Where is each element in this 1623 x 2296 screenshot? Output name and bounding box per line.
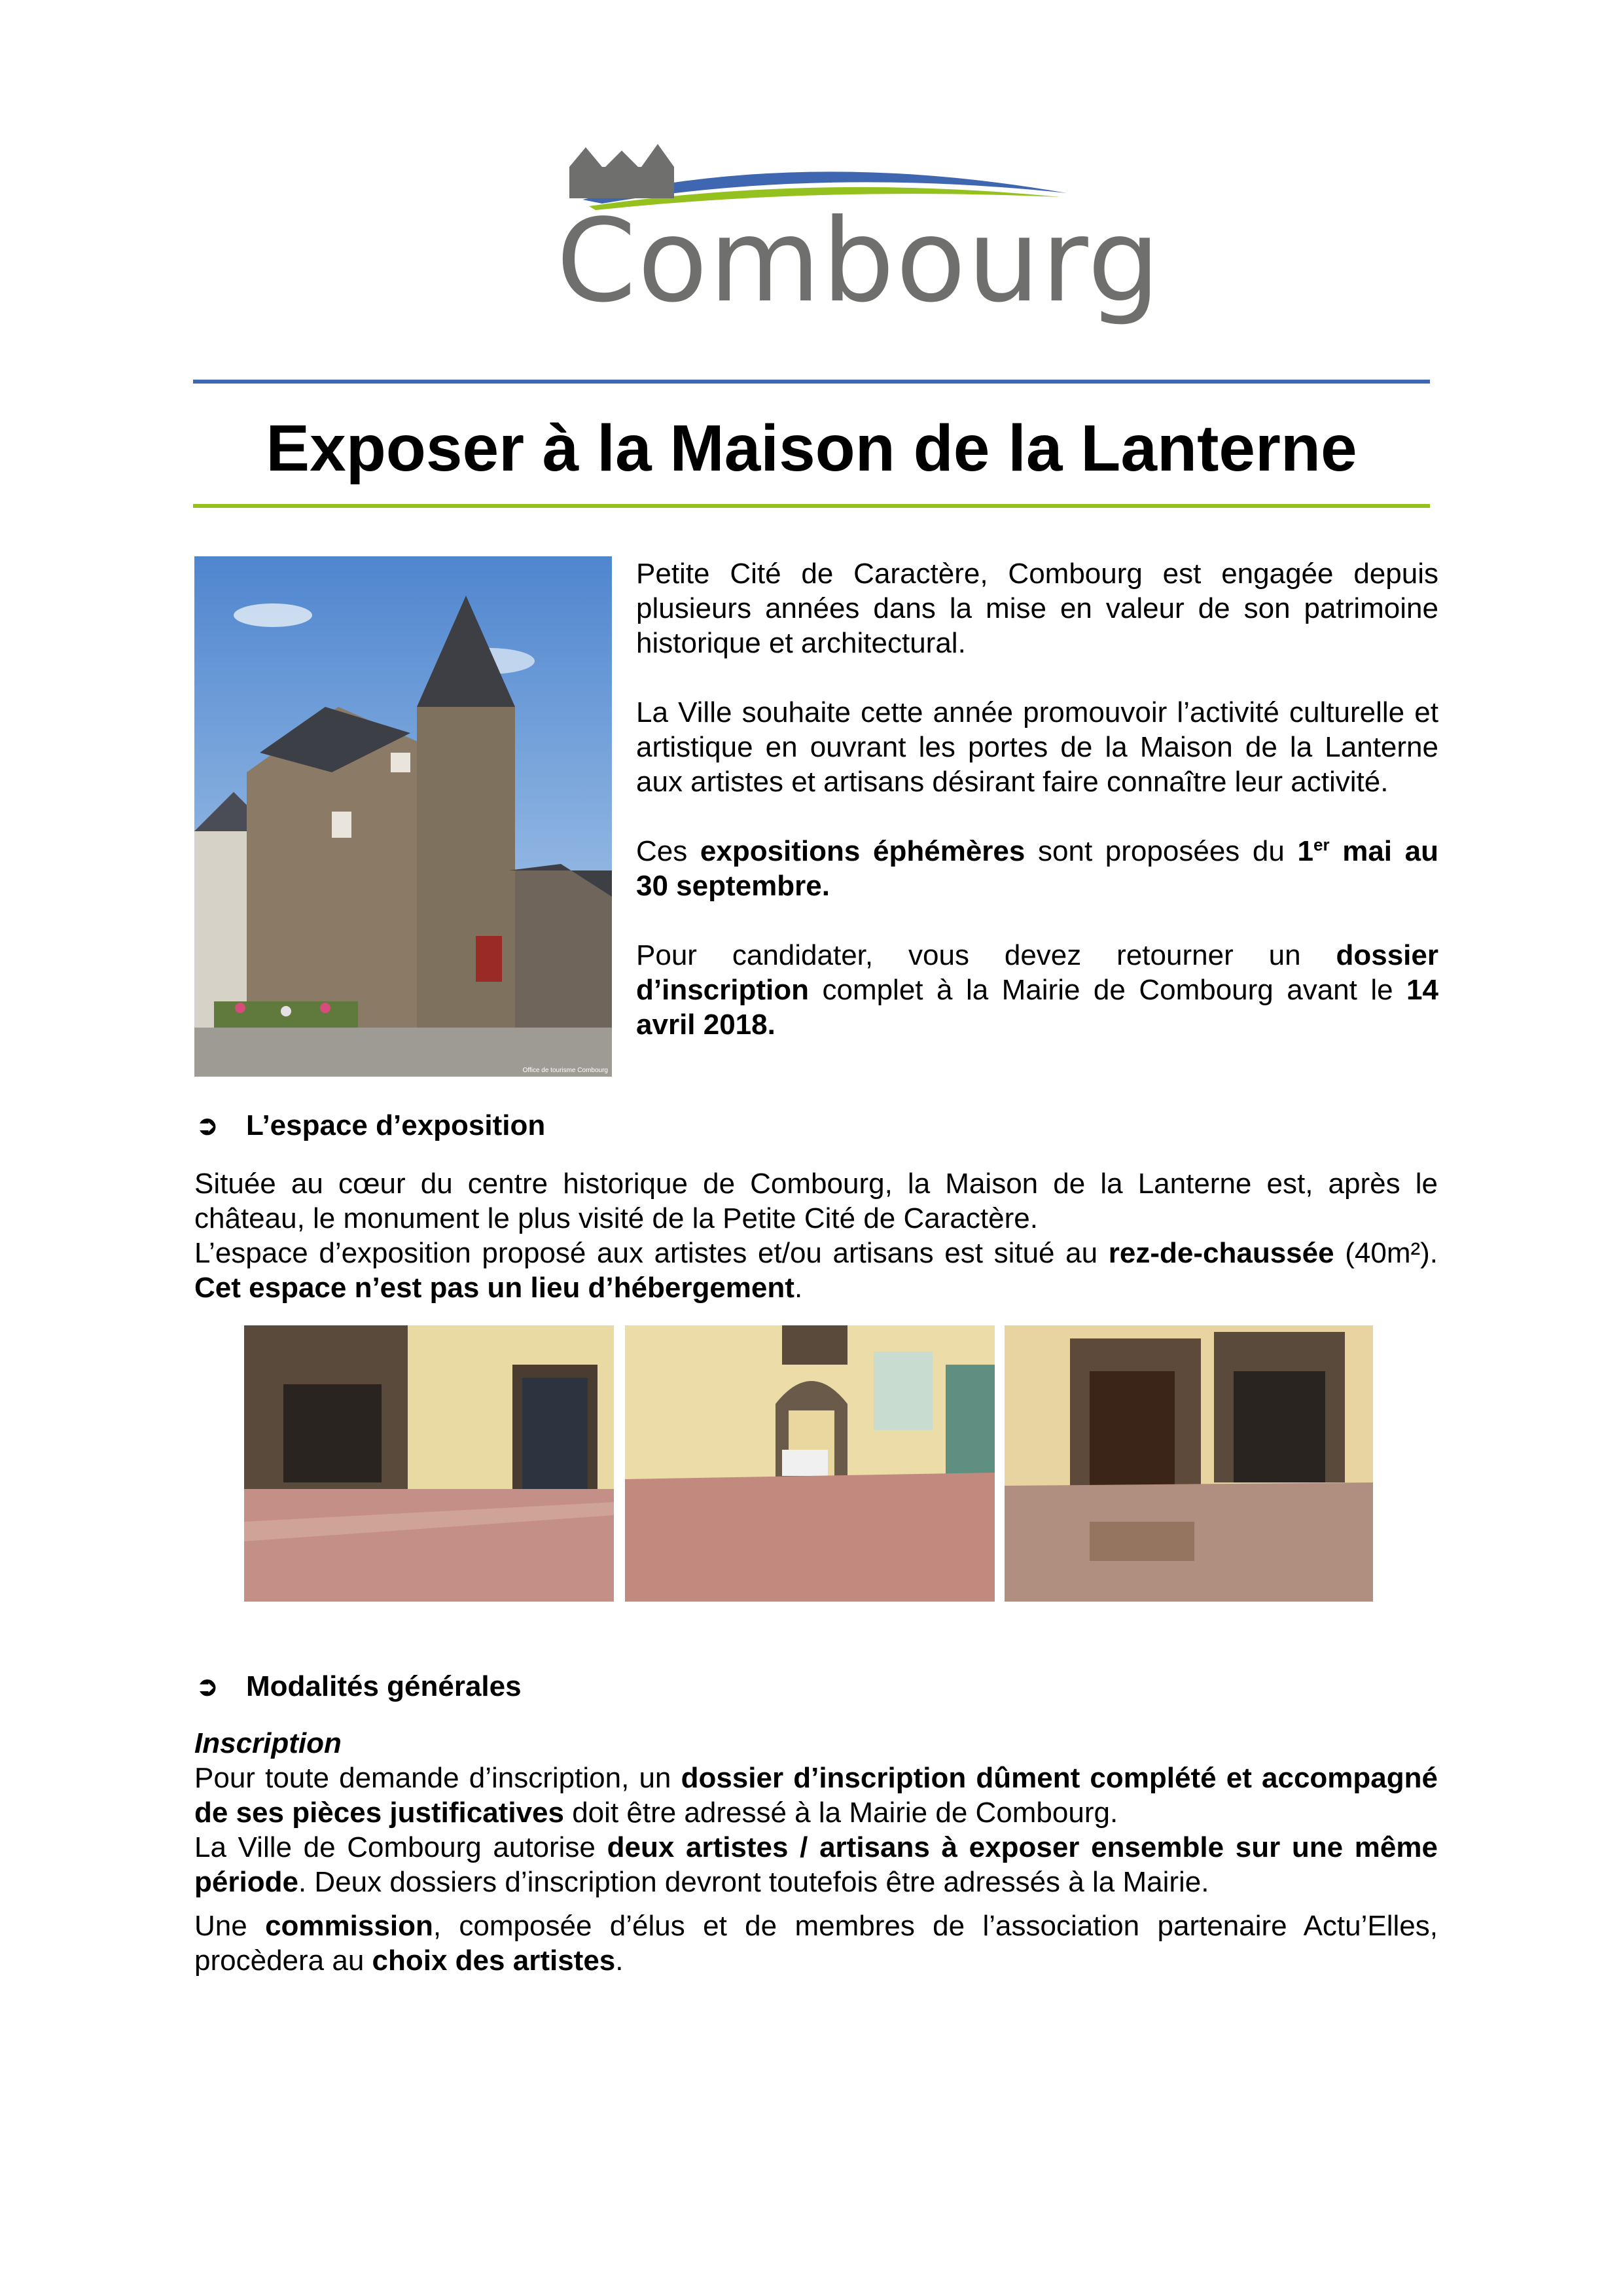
top-rule — [193, 380, 1430, 384]
intro-paragraph-4: Pour candidater, vous devez retourner un dossier d’inscription complet à la Mairie de Combourg avant le 14 avril 2018. — [636, 939, 1438, 1041]
room-photo-2 — [625, 1325, 995, 1602]
arrow-right-icon: ➲ — [196, 1111, 219, 1140]
bottom-rule — [193, 504, 1430, 508]
combourg-logo — [556, 141, 1162, 337]
section-exposition-text — [194, 1166, 1438, 1305]
intro-paragraph-2: La Ville souhaite cette année promouvoir l’activité culturelle et artistique en ouvrant les portes de la Maison de la Lanterne aux artistes et artisans désirant faire connaître leur activité. — [636, 696, 1438, 798]
section-modalites-text — [194, 1726, 1438, 1978]
intro-paragraph-3: Ces expositions éphémères sont proposées du 1er mai au 30 septembre. — [636, 834, 1438, 902]
modalites-paragraph-1: Pour toute demande d’inscription, un dossier d’inscription dûment complété et accompagné de ses pièces justificatives doit être adressé à la Mairie de Combourg. — [194, 1762, 1438, 1829]
intro-paragraph-1: Petite Cité de Caractère, Combourg est engagée depuis plusieurs années dans la mise en valeur de son patrimoine historique et architectural. — [636, 558, 1438, 659]
page-title: Exposer à la Maison de la Lanterne — [266, 412, 1357, 485]
exposition-line-1: Située au cœur du centre historique de Combourg, la Maison de la Lanterne est, après le château, le monument le plus visité de la Petite Cité de Caractère. — [194, 1168, 1438, 1234]
maison-lanterne-photo — [194, 556, 612, 1077]
room-photo-1 — [244, 1325, 614, 1602]
section-heading-exposition: ➲ L’espace d’exposition — [196, 1109, 546, 1141]
room-photo-3 — [1005, 1325, 1373, 1602]
section-heading-modalites: ➲ Modalités générales — [196, 1670, 522, 1702]
logo-text: Combourg — [556, 195, 1162, 328]
modalites-paragraph-2: La Ville de Combourg autorise deux artistes / artisans à exposer ensemble sur une même période. Deux dossiers d’inscription devront toutefois être adressés à la Mairie. — [194, 1831, 1438, 1898]
exposition-line-2: L’espace d’exposition proposé aux artistes et/ou artisans est situé au rez-de-chaussée (40m²). Cet espace n’est pas un lieu d’hébergement. — [194, 1237, 1438, 1304]
modalites-paragraph-3: Une commission, composée d’élus et de membres de l’association partenaire Actu’Elles, procèdera au choix des artistes. — [194, 1910, 1438, 1977]
arrow-right-icon: ➲ — [196, 1672, 219, 1701]
photo-credit: Office de tourisme Combourg — [522, 1067, 608, 1074]
inscription-subheading: Inscription — [194, 1727, 342, 1759]
intro-text — [636, 556, 1438, 1042]
